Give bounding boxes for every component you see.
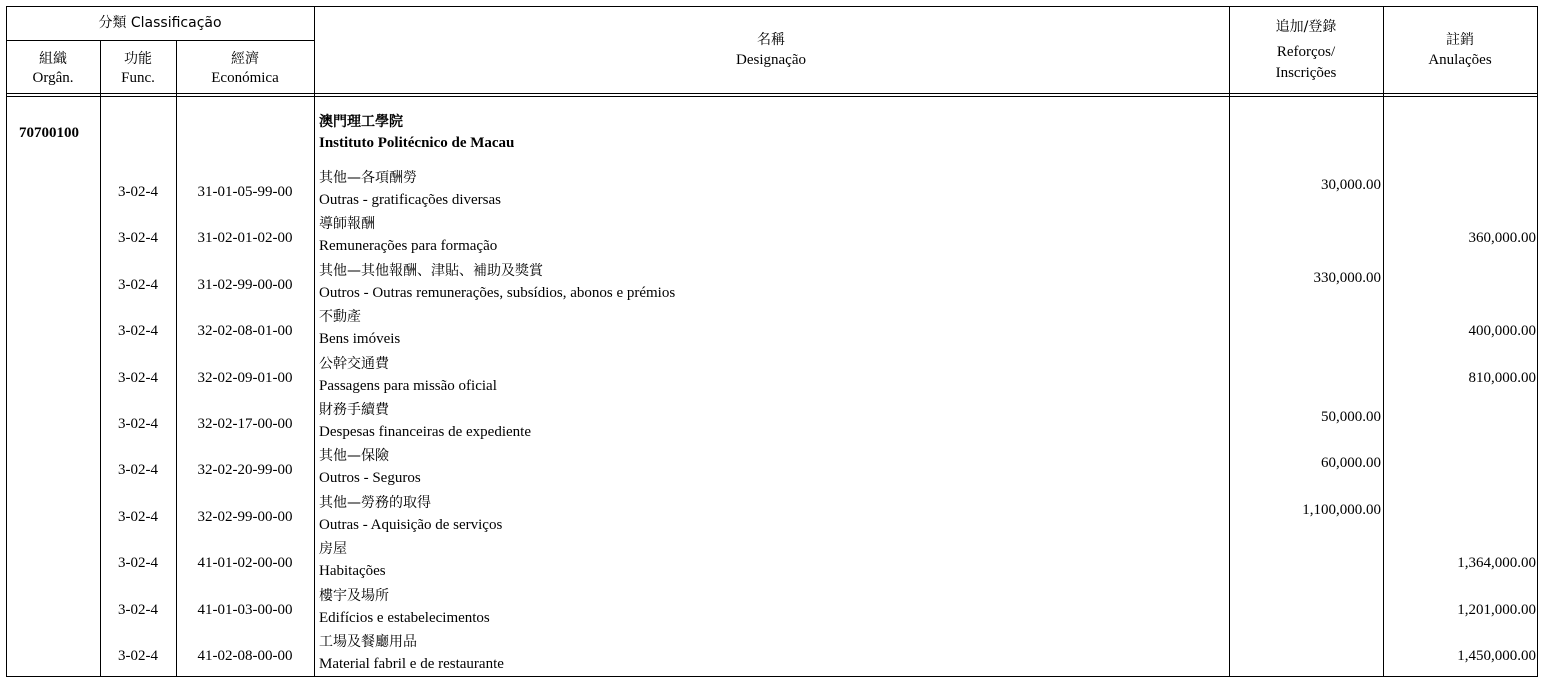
econ-header-pt: Económica [211, 70, 279, 86]
org-header-pt: Orgân. [32, 70, 74, 86]
econ-code: 32-02-99-00-00 [197, 508, 293, 525]
designation-zh: 其他—各項酬勞 [319, 170, 417, 186]
func-code: 3-02-4 [118, 416, 158, 432]
econ-code: 41-01-03-00-00 [197, 601, 293, 618]
budget-table [6, 6, 1538, 677]
reforcos-amount: 30,000.00 [1321, 177, 1381, 193]
econ-code: 31-02-01-02-00 [197, 230, 293, 247]
func-header-pt: Func. [121, 70, 155, 86]
econ-code: 32-02-09-01-00 [197, 369, 293, 386]
anulacoes-amount: 360,000.00 [1468, 230, 1536, 247]
designation-zh: 其他—其他報酬、津貼、補助及獎賞 [319, 262, 543, 279]
econ-code: 41-01-02-00-00 [197, 555, 293, 572]
econ-code: 31-02-99-00-00 [197, 276, 293, 293]
designation-pt: Passagens para missão oficial [319, 377, 497, 394]
reinforce-header-zh: 追加/登錄 [1275, 19, 1337, 35]
designation-pt: Bens imóveis [319, 331, 401, 348]
designation-zh: 財務手續費 [319, 402, 389, 418]
column-divider [314, 6, 315, 677]
anulacoes-amount: 810,000.00 [1468, 369, 1536, 386]
func-code: 3-02-4 [118, 648, 158, 664]
econ-header-zh: 經濟 [231, 51, 259, 67]
entity-name-zh: 澳門理工學院 [319, 114, 403, 130]
cancel-header-pt: Anulações [1428, 52, 1492, 68]
classification-header: 分類 Classificação [98, 15, 222, 31]
designation-zh: 公幹交通費 [319, 355, 389, 372]
designation-pt: Edifícios e estabelecimentos [319, 609, 490, 626]
func-code: 3-02-4 [118, 276, 158, 293]
designation-zh: 工場及餐廳用品 [319, 634, 417, 650]
reinforce-header-pt1: Reforços/ [1276, 44, 1336, 60]
name-header-pt: Designação [736, 52, 806, 68]
reforcos-amount: 60,000.00 [1321, 455, 1381, 472]
anulacoes-amount: 1,364,000.00 [1457, 555, 1536, 572]
anulacoes-amount: 400,000.00 [1468, 323, 1536, 340]
designation-pt: Material fabril e de restaurante [319, 656, 504, 672]
func-code: 3-02-4 [118, 369, 158, 386]
econ-code: 32-02-17-00-00 [197, 416, 293, 432]
func-code: 3-02-4 [118, 184, 158, 200]
designation-pt: Outros - Outras remunerações, subsídios, abonos e prémios [319, 284, 676, 301]
designation-pt: Outras - Aquisição de serviços [319, 516, 503, 533]
econ-code: 32-02-20-99-00 [197, 462, 293, 479]
reforcos-amount: 1,100,000.00 [1302, 501, 1381, 518]
column-divider [1383, 6, 1384, 677]
func-code: 3-02-4 [118, 462, 158, 479]
designation-pt: Remunerações para formação [319, 238, 498, 255]
cancel-header-zh: 註銷 [1446, 32, 1474, 48]
designation-zh: 不動產 [319, 309, 361, 326]
header-divider [6, 40, 314, 41]
column-divider [176, 40, 177, 677]
econ-code: 41-02-08-00-00 [197, 648, 293, 664]
designation-zh: 其他—勞務的取得 [319, 494, 431, 511]
column-divider [1229, 6, 1230, 677]
designation-zh: 其他—保險 [319, 448, 389, 465]
func-code: 3-02-4 [118, 323, 158, 340]
func-code: 3-02-4 [118, 230, 158, 247]
designation-zh: 導師報酬 [319, 216, 375, 233]
func-code: 3-02-4 [118, 555, 158, 572]
econ-code: 32-02-08-01-00 [197, 323, 293, 340]
econ-code: 31-01-05-99-00 [197, 184, 293, 200]
designation-pt: Outros - Seguros [319, 470, 421, 487]
column-divider [100, 40, 101, 677]
reforcos-amount: 330,000.00 [1313, 269, 1381, 286]
org-header-zh: 組織 [39, 51, 67, 67]
anulacoes-amount: 1,201,000.00 [1457, 601, 1536, 618]
func-code: 3-02-4 [118, 601, 158, 618]
anulacoes-amount: 1,450,000.00 [1457, 648, 1536, 664]
designation-pt: Despesas financeiras de expediente [319, 424, 531, 440]
designation-zh: 樓宇及場所 [319, 587, 389, 604]
reinforce-header-pt2: Inscrições [1275, 65, 1337, 81]
designation-pt: Habitações [319, 563, 386, 580]
name-header-zh: 名稱 [757, 32, 785, 48]
entity-name-pt: Instituto Politécnico de Macau [319, 135, 515, 151]
designation-zh: 房屋 [319, 541, 347, 558]
header-bottom-line [6, 96, 1538, 97]
entity-code: 70700100 [19, 125, 79, 141]
reforcos-amount: 50,000.00 [1321, 409, 1381, 425]
func-code: 3-02-4 [118, 508, 158, 525]
header-bottom-line [6, 93, 1538, 94]
designation-pt: Outras - gratificações diversas [319, 192, 502, 208]
func-header-zh: 功能 [124, 51, 152, 67]
